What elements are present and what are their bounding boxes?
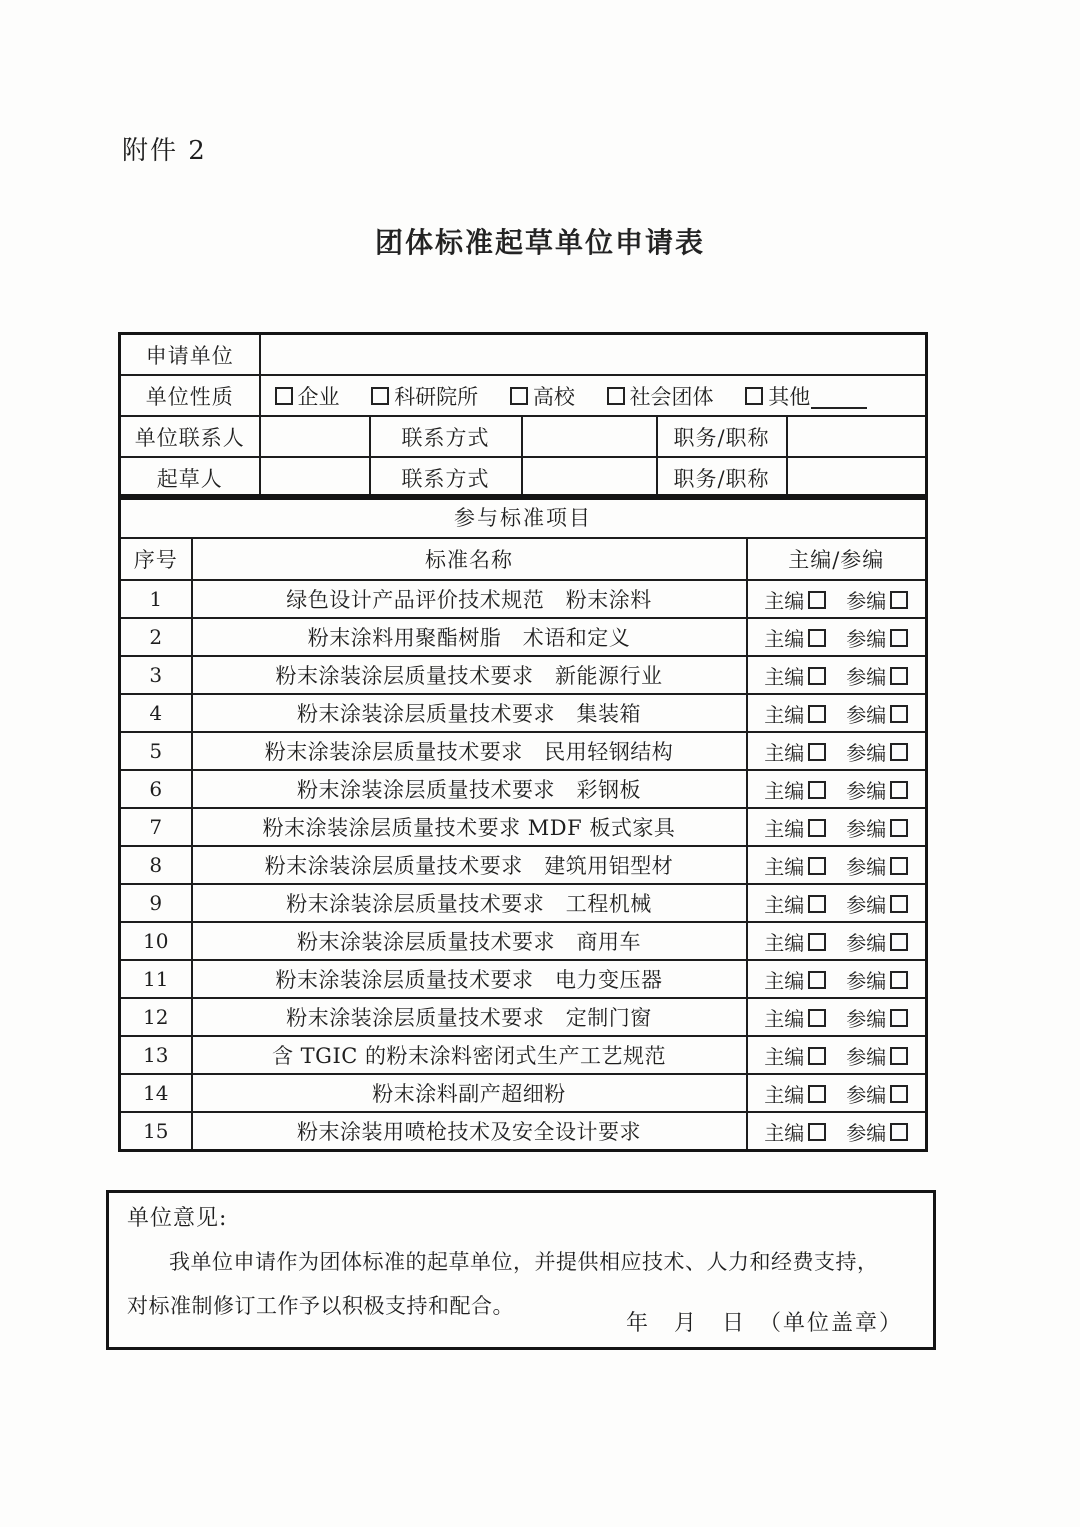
participant-label: 参编 bbox=[846, 892, 887, 917]
participant-option bbox=[846, 927, 908, 956]
participant-label: 参编 bbox=[846, 626, 887, 651]
standard-name-cell: 粉末涂装涂层质量技术要求 新能源行业 bbox=[192, 656, 747, 694]
applicant-row bbox=[120, 334, 927, 376]
participant-label: 参编 bbox=[846, 968, 887, 993]
nature-option-social-group bbox=[607, 385, 714, 409]
col-header-name: 标准名称 bbox=[192, 538, 747, 580]
participant-option bbox=[846, 1079, 908, 1108]
checkbox-icon bbox=[808, 1009, 826, 1027]
checkbox-icon bbox=[890, 781, 908, 799]
signature-date-line: 年 月 日 （单位盖章） bbox=[625, 1311, 903, 1336]
nature-option-label: 高校 bbox=[532, 384, 575, 409]
applicant-value-cell bbox=[260, 334, 927, 376]
checkbox-icon bbox=[808, 1085, 826, 1103]
checkbox-icon bbox=[808, 667, 826, 685]
editor-option bbox=[764, 585, 826, 614]
role-cell bbox=[747, 732, 927, 770]
role-cell bbox=[747, 846, 927, 884]
standard-name-cell: 粉末涂装涂层质量技术要求 MDF 板式家具 bbox=[192, 808, 747, 846]
col-header-no: 序号 bbox=[120, 538, 192, 580]
standard-row bbox=[120, 960, 927, 998]
editor-option bbox=[764, 775, 826, 804]
participant-option bbox=[846, 661, 908, 690]
standard-name-cell: 粉末涂装涂层质量技术要求 定制门窗 bbox=[192, 998, 747, 1036]
unit-contact-label: 单位联系人 bbox=[120, 416, 260, 457]
editor-option bbox=[764, 851, 826, 880]
checkbox-icon bbox=[607, 387, 625, 405]
checkbox-icon bbox=[808, 705, 826, 723]
page-title: 团体标准起草单位申请表 bbox=[374, 227, 705, 258]
participant-label: 参编 bbox=[846, 588, 887, 613]
standard-name-cell: 粉末涂装涂层质量技术要求 商用车 bbox=[192, 922, 747, 960]
nature-option-label: 企业 bbox=[297, 384, 340, 409]
standard-row bbox=[120, 808, 927, 846]
attachment-label: 附件 2 bbox=[122, 136, 207, 166]
role-cell bbox=[747, 998, 927, 1036]
checkbox-icon bbox=[890, 705, 908, 723]
role-cell bbox=[747, 808, 927, 846]
editor-label: 主编 bbox=[764, 626, 805, 651]
participant-option bbox=[846, 699, 908, 728]
role-cell bbox=[747, 884, 927, 922]
role-cell bbox=[747, 618, 927, 656]
participant-option bbox=[846, 889, 908, 918]
participant-label: 参编 bbox=[846, 854, 887, 879]
checkbox-icon bbox=[890, 971, 908, 989]
standard-name-cell: 含 TGIC 的粉末涂料密闭式生产工艺规范 bbox=[192, 1036, 747, 1074]
role-cell bbox=[747, 770, 927, 808]
checkbox-icon bbox=[808, 971, 826, 989]
editor-option bbox=[764, 1041, 826, 1070]
standard-name-cell: 粉末涂装涂层质量技术要求 建筑用铝型材 bbox=[192, 846, 747, 884]
participant-option bbox=[846, 585, 908, 614]
editor-option bbox=[764, 889, 826, 918]
participant-label: 参编 bbox=[846, 778, 887, 803]
opinion-box bbox=[106, 1190, 936, 1350]
row-number-cell: 6 bbox=[120, 770, 192, 808]
row-number-cell: 7 bbox=[120, 808, 192, 846]
editor-option bbox=[764, 699, 826, 728]
row-number-cell: 11 bbox=[120, 960, 192, 998]
checkbox-icon bbox=[808, 743, 826, 761]
checkbox-icon bbox=[745, 387, 763, 405]
position-title-value-cell bbox=[787, 416, 927, 457]
standard-row bbox=[120, 580, 927, 618]
section-header-row bbox=[120, 496, 927, 539]
editor-label: 主编 bbox=[764, 1120, 805, 1145]
nature-option-label: 社会团体 bbox=[629, 384, 714, 409]
standard-row bbox=[120, 656, 927, 694]
standard-name-cell: 粉末涂装涂层质量技术要求 民用轻钢结构 bbox=[192, 732, 747, 770]
participant-option bbox=[846, 737, 908, 766]
participant-label: 参编 bbox=[846, 930, 887, 955]
drafter-label: 起草人 bbox=[120, 457, 260, 499]
editor-label: 主编 bbox=[764, 1082, 805, 1107]
role-cell bbox=[747, 1112, 927, 1151]
participant-label: 参编 bbox=[846, 664, 887, 689]
checkbox-icon bbox=[890, 857, 908, 875]
row-number-cell: 15 bbox=[120, 1112, 192, 1151]
participant-option bbox=[846, 623, 908, 652]
standards-table bbox=[118, 494, 928, 1152]
checkbox-icon bbox=[510, 387, 528, 405]
standard-row bbox=[120, 770, 927, 808]
role-cell bbox=[747, 694, 927, 732]
col-header-role: 主编/参编 bbox=[747, 538, 927, 580]
checkbox-icon bbox=[890, 591, 908, 609]
standard-row bbox=[120, 1036, 927, 1074]
nature-option-label: 其他 bbox=[768, 384, 811, 409]
role-cell bbox=[747, 1074, 927, 1112]
editor-label: 主编 bbox=[764, 854, 805, 879]
standard-row bbox=[120, 922, 927, 960]
standard-name-cell: 粉末涂装涂层质量技术要求 电力变压器 bbox=[192, 960, 747, 998]
standard-name-cell: 绿色设计产品评价技术规范 粉末涂料 bbox=[192, 580, 747, 618]
role-cell bbox=[747, 960, 927, 998]
checkbox-icon bbox=[890, 933, 908, 951]
standard-row bbox=[120, 884, 927, 922]
editor-label: 主编 bbox=[764, 664, 805, 689]
standard-name-cell: 粉末涂装涂层质量技术要求 工程机械 bbox=[192, 884, 747, 922]
standard-name-cell: 粉末涂装涂层质量技术要求 集装箱 bbox=[192, 694, 747, 732]
editor-option bbox=[764, 661, 826, 690]
checkbox-icon bbox=[808, 591, 826, 609]
nature-option-enterprise bbox=[275, 385, 340, 409]
standard-row bbox=[120, 998, 927, 1036]
editor-option bbox=[764, 623, 826, 652]
row-number-cell: 2 bbox=[120, 618, 192, 656]
unit-contact-row bbox=[120, 416, 927, 457]
checkbox-icon bbox=[275, 387, 293, 405]
role-cell bbox=[747, 580, 927, 618]
editor-label: 主编 bbox=[764, 892, 805, 917]
role-cell bbox=[747, 1036, 927, 1074]
editor-option bbox=[764, 1079, 826, 1108]
checkbox-icon bbox=[808, 819, 826, 837]
checkbox-icon bbox=[890, 819, 908, 837]
contact-method-value-cell bbox=[522, 416, 657, 457]
row-number-cell: 10 bbox=[120, 922, 192, 960]
row-number-cell: 9 bbox=[120, 884, 192, 922]
section-header: 参与标准项目 bbox=[120, 496, 927, 539]
checkbox-icon bbox=[890, 1085, 908, 1103]
editor-label: 主编 bbox=[764, 816, 805, 841]
editor-option bbox=[764, 737, 826, 766]
contact-method-label: 联系方式 bbox=[370, 416, 522, 457]
row-number-cell: 5 bbox=[120, 732, 192, 770]
role-cell bbox=[747, 656, 927, 694]
other-fill-line bbox=[811, 387, 867, 409]
standard-name-cell: 粉末涂装用喷枪技术及安全设计要求 bbox=[192, 1112, 747, 1151]
participant-label: 参编 bbox=[846, 816, 887, 841]
participant-option bbox=[846, 851, 908, 880]
editor-label: 主编 bbox=[764, 588, 805, 613]
row-number-cell: 14 bbox=[120, 1074, 192, 1112]
checkbox-icon bbox=[890, 1009, 908, 1027]
nature-option-university bbox=[510, 385, 575, 409]
row-number-cell: 13 bbox=[120, 1036, 192, 1074]
checkbox-icon bbox=[890, 1123, 908, 1141]
unit-nature-options-cell bbox=[260, 375, 927, 416]
checkbox-icon bbox=[890, 629, 908, 647]
editor-label: 主编 bbox=[764, 968, 805, 993]
standard-name-cell: 粉末涂料副产超细粉 bbox=[192, 1074, 747, 1112]
participant-option bbox=[846, 1003, 908, 1032]
position-title-value-cell bbox=[787, 457, 927, 499]
checkbox-icon bbox=[808, 933, 826, 951]
participant-option bbox=[846, 1041, 908, 1070]
editor-label: 主编 bbox=[764, 778, 805, 803]
participant-label: 参编 bbox=[846, 1082, 887, 1107]
checkbox-icon bbox=[890, 667, 908, 685]
standard-row bbox=[120, 694, 927, 732]
checkbox-icon bbox=[890, 895, 908, 913]
contact-method-label: 联系方式 bbox=[370, 457, 522, 499]
editor-label: 主编 bbox=[764, 1044, 805, 1069]
editor-label: 主编 bbox=[764, 702, 805, 727]
standard-row bbox=[120, 618, 927, 656]
participant-option bbox=[846, 965, 908, 994]
editor-option bbox=[764, 1003, 826, 1032]
row-number-cell: 4 bbox=[120, 694, 192, 732]
participant-label: 参编 bbox=[846, 740, 887, 765]
editor-option bbox=[764, 1117, 826, 1146]
editor-label: 主编 bbox=[764, 740, 805, 765]
standard-row bbox=[120, 1074, 927, 1112]
row-number-cell: 3 bbox=[120, 656, 192, 694]
editor-label: 主编 bbox=[764, 1006, 805, 1031]
checkbox-icon bbox=[808, 1047, 826, 1065]
position-title-label: 职务/职称 bbox=[657, 416, 787, 457]
row-number-cell: 8 bbox=[120, 846, 192, 884]
unit-nature-row bbox=[120, 375, 927, 416]
standard-row bbox=[120, 846, 927, 884]
checkbox-icon bbox=[808, 781, 826, 799]
participant-option bbox=[846, 1117, 908, 1146]
participant-label: 参编 bbox=[846, 1044, 887, 1069]
editor-option bbox=[764, 927, 826, 956]
standard-name-cell: 粉末涂料用聚酯树脂 术语和定义 bbox=[192, 618, 747, 656]
checkbox-icon bbox=[808, 1123, 826, 1141]
drafter-row bbox=[120, 457, 927, 499]
checkbox-icon bbox=[890, 1047, 908, 1065]
role-cell bbox=[747, 922, 927, 960]
checkbox-icon bbox=[371, 387, 389, 405]
row-number-cell: 1 bbox=[120, 580, 192, 618]
nature-option-research bbox=[371, 385, 478, 409]
participant-label: 参编 bbox=[846, 702, 887, 727]
editor-option bbox=[764, 965, 826, 994]
position-title-label: 职务/职称 bbox=[657, 457, 787, 499]
nature-option-label: 科研院所 bbox=[394, 384, 479, 409]
editor-label: 主编 bbox=[764, 930, 805, 955]
row-number-cell: 12 bbox=[120, 998, 192, 1036]
participant-label: 参编 bbox=[846, 1006, 887, 1031]
contact-method-value-cell bbox=[522, 457, 657, 499]
participant-option bbox=[846, 813, 908, 842]
checkbox-icon bbox=[890, 743, 908, 761]
checkbox-icon bbox=[808, 857, 826, 875]
editor-option bbox=[764, 813, 826, 842]
column-header-row bbox=[120, 538, 927, 580]
standard-name-cell: 粉末涂装涂层质量技术要求 彩钢板 bbox=[192, 770, 747, 808]
checkbox-icon bbox=[808, 629, 826, 647]
participant-label: 参编 bbox=[846, 1120, 887, 1145]
standard-row bbox=[120, 1112, 927, 1151]
unit-contact-value-cell bbox=[260, 416, 370, 457]
opinion-label: 单位意见: bbox=[127, 1206, 228, 1231]
participant-option bbox=[846, 775, 908, 804]
standard-row bbox=[120, 732, 927, 770]
unit-nature-label: 单位性质 bbox=[120, 375, 260, 416]
drafter-value-cell bbox=[260, 457, 370, 499]
opinion-body: 我单位申请作为团体标准的起草单位，并提供相应技术、人力和经费支持，对标准制修订工作予以积极支持和配合。 bbox=[127, 1250, 879, 1319]
nature-option-other bbox=[745, 385, 867, 409]
checkbox-icon bbox=[808, 895, 826, 913]
applicant-label: 申请单位 bbox=[120, 334, 260, 376]
info-table bbox=[118, 332, 928, 500]
